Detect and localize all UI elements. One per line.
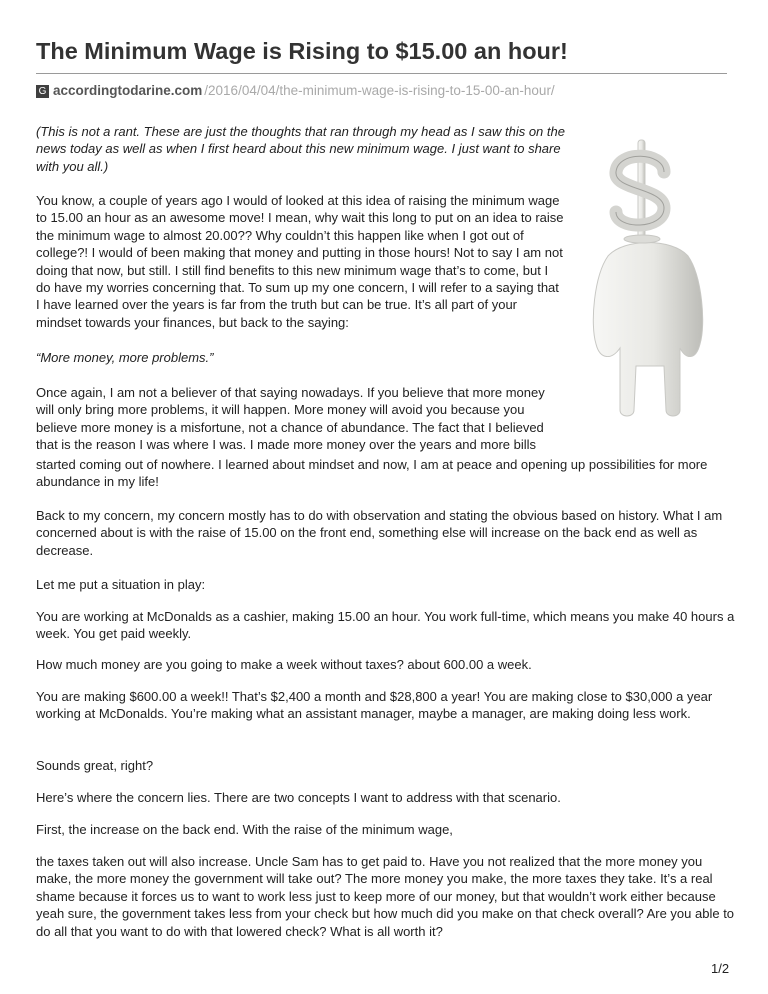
title-divider <box>36 73 727 74</box>
body-paragraph: How much money are you going to make a week without taxes? about 600.00 a week. <box>36 657 532 672</box>
body-paragraph: the taxes taken out will also increase. Uncle Sam has to get paid to. Have you not realized that the more money you make, the more money the government will take out? The more money you make, the more taxes they take. It’s a real shame because it forces us to want to work less just to keep more of our money, but that wouldn’t work either because yeah sure, the government takes less from your check but how much did you make on that check overall? Are you able to do all that you want to do with that lowered check? What is all worth it? <box>36 854 735 939</box>
body-paragraph: Here’s where the concern lies. There are two concepts I want to address with that scenario. <box>36 790 561 805</box>
source-line <box>36 83 555 101</box>
body-paragraph: Let me put a situation in play: <box>36 577 206 592</box>
source-g-icon: G <box>36 85 49 98</box>
quote-paragraph: “More money, more problems.” <box>36 350 214 365</box>
body-paragraph: Sounds great, right? <box>36 758 154 773</box>
source-domain-link[interactable]: accordingtodarine.com <box>53 83 203 98</box>
body-paragraph: Once again, I am not a believer of that saying nowadays. If you believe that more money will only bring more problems, it will happen. More money will avoid you because you believe more money is a misfortune, not a chance of abundance. The fact that I believed that is the reason I was where I was. I made more money over the years and more bills <box>36 385 545 453</box>
body-paragraph: You are working at McDonalds as a cashier, making 15.00 an hour. You work full-time, which means you make 40 hours a week. You get paid weekly. <box>36 609 735 642</box>
page-number: 1/2 <box>711 961 730 976</box>
dollar-head-figure-icon <box>576 134 720 426</box>
body-paragraph: started coming out of nowhere. I learned about mindset and now, I am at peace and opening up possibilities for more abundance in my life! <box>36 457 708 490</box>
body-paragraph: You are making $600.00 a week!! That’s $2,400 a month and $28,800 a year! You are making close to $30,000 a year working at McDonalds. You’re making what an assistant manager, maybe a manager, are making doing less work. <box>36 689 713 722</box>
intro-paragraph: (This is not a rant. These are just the thoughts that ran through my head as I saw this on the news today as well as when I first heard about this new minimum wage. I just want to share with you all.) <box>36 124 565 174</box>
page-title: The Minimum Wage is Rising to $15.00 an hour! <box>36 38 568 64</box>
source-path-link[interactable]: /2016/04/04/the-minimum-wage-is-rising-to-15-00-an-hour/ <box>204 83 555 98</box>
body-paragraph: You know, a couple of years ago I would of looked at this idea of raising the minimum wage to 15.00 an hour as an awesome move! I mean, why wait this long to put on an idea to raise the minimum wage to almost 20.00?? Why couldn’t this happen like when I got out of college?! I would of been making that money and putting in those hours! Not to say I am not doing that now, but still. I still find benefits to this new minimum wage that’s to come, but I do have my worries concerning that. To sum up my one concern, I will refer to a saying that I have learned over the years is far from the truth but can be true. It’s all part of your mindset towards your finances, but back to the saying: <box>36 193 564 330</box>
body-paragraph: First, the increase on the back end. With the raise of the minimum wage, <box>36 822 453 837</box>
body-paragraph: Back to my concern, my concern mostly has to do with observation and stating the obvious based on history. What I am concerned about is with the raise of 15.00 on the front end, something else will increase on the back end as well as decrease. <box>36 508 723 558</box>
